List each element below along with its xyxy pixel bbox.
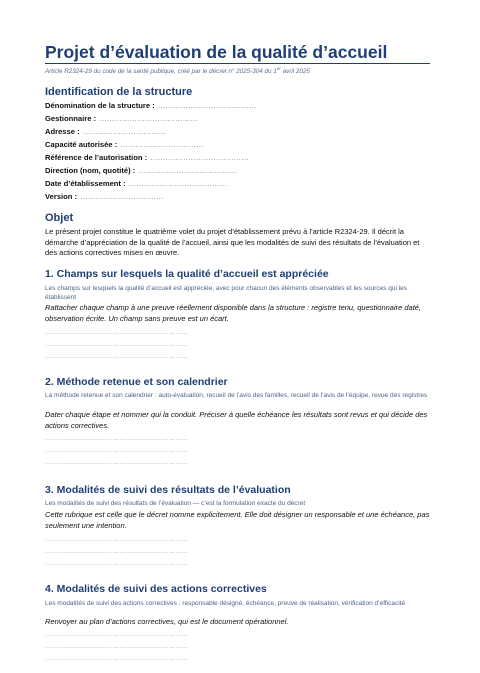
section-1-note: Les champs sur lesquels la qualité d’accueil est appréciée, avec pour chacun des éléments observables et les sources qui les établissent xyxy=(45,285,408,301)
field-label: Date d’établissement : xyxy=(45,179,126,188)
section-2-heading: 2. Méthode retenue et son calendrier xyxy=(45,376,228,388)
objet-text: Le présent projet constitue le quatrième volet du projet d’établissement prévu à l’article R2324-29. Il décrit la démarche d’appréciation de la qualité de l’accueil, ainsi que les modalités de suivi des résultats de l’évaluation et des actions correctives mises en œuvre. xyxy=(45,227,420,257)
field-label: Adresse : xyxy=(45,127,80,136)
field-blank: …………………………… xyxy=(82,127,167,136)
section-3-instruction: Cette rubrique est celle que le décret nomme explicitement. Elle doit désigner un responsable et une échéance, pas seulement une intention. xyxy=(45,510,430,530)
section-2-note: La méthode retenue et son calendrier : auto-évaluation, recueil de l’avis des familles, recueil de l’avis de l’équipe, revue des registres xyxy=(45,392,428,399)
blank-line: …………………………………………………………… xyxy=(45,330,188,336)
field-label: Dénomination de la structure : xyxy=(45,101,155,110)
field-label: Capacité autorisée : xyxy=(45,140,118,149)
subtitle-end: avril 2025 xyxy=(280,68,310,76)
field-blank: ………………………………… xyxy=(150,153,249,162)
blank-line: …………………………………………………………… xyxy=(45,549,188,555)
structure-heading: Identification de la structure xyxy=(45,86,193,98)
blank-line: …………………………………………………………… xyxy=(45,460,188,466)
section-3-heading: 3. Modalités de suivi des résultats de l’évaluation xyxy=(45,484,291,496)
field-version xyxy=(45,192,164,201)
page-title: Projet d’évaluation de la qualité d’accueil xyxy=(45,42,388,62)
field-label: Version : xyxy=(45,192,78,201)
section-1-heading: 1. Champs sur lesquels la qualité d’accueil est appréciée xyxy=(45,268,329,280)
field-blank: …………………………… xyxy=(120,140,204,149)
section-1-instruction: Rattacher chaque champ à une preuve réellement disponible dans la structure : registre tenu, questionnaire daté, observation écrite. Un champ sans preuve est un écart. xyxy=(45,303,422,323)
section-4-heading: 4. Modalités de suivi des actions correctives xyxy=(45,583,267,595)
blank-line: …………………………………………………………… xyxy=(45,342,188,348)
blank-line: …………………………………………………………… xyxy=(45,448,188,454)
blank-line: …………………………………………………………… xyxy=(45,436,188,442)
field-label: Référence de l’autorisation : xyxy=(45,153,148,162)
objet-heading: Objet xyxy=(45,212,74,224)
field-label: Gestionnaire : xyxy=(45,114,97,123)
field-label: Direction (nom, quotité) : xyxy=(45,166,136,175)
field-blank: ………………………………… xyxy=(99,114,198,123)
section-4-instruction: Renvoyer au plan d’actions correctives, qui est le document opérationnel. xyxy=(45,617,289,626)
section-3-note: Les modalités de suivi des résultats de l’évaluation — c’est la formulation exacte du décret xyxy=(45,500,306,507)
field-autorisation xyxy=(45,153,249,162)
field-blank: ………………………………… xyxy=(128,179,228,188)
page-subtitle xyxy=(45,66,310,75)
field-direction xyxy=(45,166,237,175)
field-capacite xyxy=(45,140,204,149)
field-gestionnaire xyxy=(45,114,198,123)
blank-line: …………………………………………………………… xyxy=(45,561,188,567)
title-underline xyxy=(45,63,430,64)
blank-line: …………………………………………………………… xyxy=(45,354,188,360)
blank-line: …………………………………………………………… xyxy=(45,656,188,662)
field-blank: …………………………… xyxy=(80,192,164,201)
blank-line: …………………………………………………………… xyxy=(45,632,188,638)
field-blank: ………………………………… xyxy=(138,166,237,175)
subtitle-sup: er xyxy=(276,66,281,71)
field-date xyxy=(45,179,227,188)
blank-line: …………………………………………………………… xyxy=(45,644,188,650)
blank-line: …………………………………………………………… xyxy=(45,537,188,543)
field-blank: ………………………………… xyxy=(157,101,257,110)
subtitle-main: Article R2324-29 du code de la santé publique, créé par le décret n° 2025-304 du 1 xyxy=(45,68,277,76)
field-adresse xyxy=(45,127,166,136)
section-2-instruction: Dater chaque étape et nommer qui la conduit. Préciser à quelle échéance les résultats sont revus et qui décide des actions correctives. xyxy=(45,410,428,430)
section-4-note: Les modalités de suivi des actions correctives : responsable désigné, échéance, preuve de réalisation, vérification d’efficacité xyxy=(45,600,406,607)
field-denomination xyxy=(45,101,256,110)
